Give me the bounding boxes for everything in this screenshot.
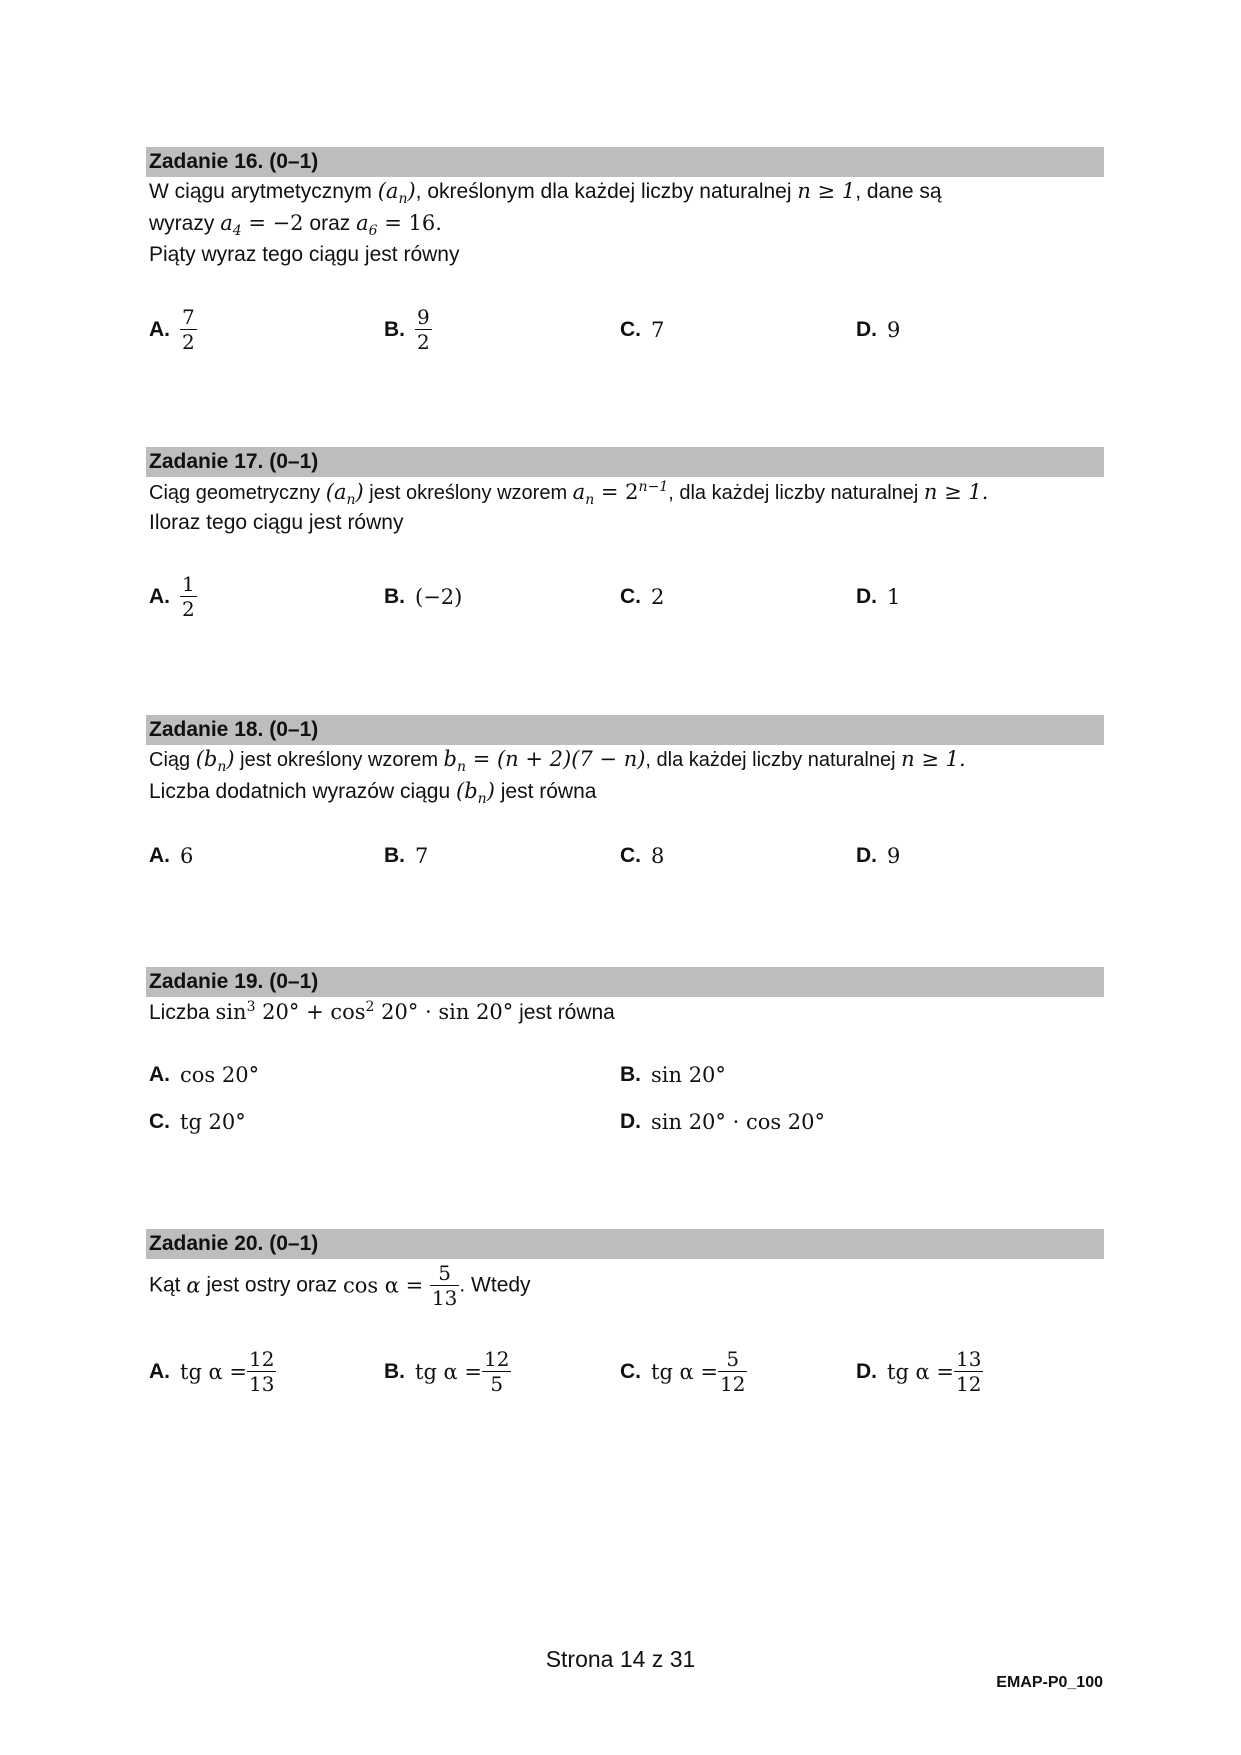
text: jest określony wzorem bbox=[369, 482, 573, 504]
task-18 bbox=[146, 715, 1104, 808]
fraction: $\frac{9}{2}$ bbox=[417, 305, 430, 354]
option-16-a[interactable] bbox=[149, 305, 197, 354]
option-value: 9 bbox=[887, 318, 901, 343]
math: cos α = bbox=[342, 1273, 430, 1298]
text: Ciąg geometryczny bbox=[149, 482, 326, 504]
math: $a_6 = 16$. bbox=[356, 211, 442, 240]
option-19-c[interactable] bbox=[149, 1110, 246, 1134]
math: $(a_n)$ bbox=[377, 179, 416, 208]
option-label: C. bbox=[620, 318, 641, 342]
option-17-b[interactable] bbox=[384, 585, 462, 609]
text: Liczba bbox=[149, 1001, 216, 1024]
option-label: B. bbox=[384, 317, 405, 341]
task-16 bbox=[146, 147, 1104, 266]
option-label: D. bbox=[856, 318, 877, 342]
option-label: A. bbox=[149, 1063, 170, 1087]
task-text-line bbox=[149, 999, 615, 1025]
text: jest równa bbox=[500, 780, 597, 803]
task-text-line bbox=[149, 211, 442, 239]
option-label: D. bbox=[856, 1359, 877, 1383]
option-label: A. bbox=[149, 317, 170, 341]
task-text-line: Iloraz tego ciągu jest równy bbox=[149, 511, 404, 534]
option-value: tg α = bbox=[180, 1359, 248, 1384]
option-value: (−2) bbox=[415, 585, 463, 610]
fraction: $\frac{1}{2}$ bbox=[182, 572, 195, 621]
option-19-b[interactable] bbox=[620, 1063, 726, 1087]
math: n ≥ 1. bbox=[901, 747, 966, 771]
text: . Wtedy bbox=[459, 1273, 531, 1297]
option-label: B. bbox=[384, 844, 405, 868]
math: $a_n = 2^{n-1}$ bbox=[572, 479, 669, 509]
text: jest ostry oraz bbox=[206, 1273, 343, 1297]
text: wyrazy bbox=[149, 212, 221, 235]
option-label: A. bbox=[149, 1359, 170, 1383]
task-text-line bbox=[149, 1261, 531, 1310]
math: $(b_n)$ bbox=[456, 779, 495, 808]
task-header: Zadanie 17. (0–1) bbox=[146, 447, 1104, 477]
option-value: sin 20° bbox=[651, 1063, 726, 1088]
option-value: 7 bbox=[415, 844, 429, 869]
math: $(a_n)$ bbox=[325, 480, 364, 509]
fraction: $\frac{5}{13}$ bbox=[431, 1261, 458, 1310]
math: $b_n = (n + 2)(7 - n)$ bbox=[443, 747, 646, 776]
option-19-d[interactable] bbox=[620, 1110, 825, 1134]
text: oraz bbox=[309, 212, 357, 235]
option-label: C. bbox=[620, 1359, 641, 1383]
math: $(b_n)$ bbox=[195, 747, 235, 776]
option-label: C. bbox=[620, 844, 641, 868]
text: , dla każdej liczby naturalnej bbox=[645, 749, 902, 771]
option-value: 6 bbox=[180, 844, 194, 869]
option-label: D. bbox=[856, 844, 877, 868]
option-value: 1 bbox=[887, 585, 901, 610]
option-20-c[interactable] bbox=[620, 1347, 747, 1396]
text: Liczba dodatnich wyrazów ciągu bbox=[149, 780, 457, 803]
fraction: $\frac{13}{12}$ bbox=[956, 1347, 982, 1396]
document-code: EMAP-P0_100 bbox=[996, 1674, 1103, 1691]
option-label: B. bbox=[620, 1063, 641, 1087]
option-value: cos 20° bbox=[180, 1063, 260, 1088]
option-value: tg α = bbox=[651, 1359, 719, 1384]
text: W ciągu arytmetycznym bbox=[149, 180, 378, 203]
option-label: C. bbox=[620, 585, 641, 609]
option-value: 8 bbox=[651, 844, 665, 869]
option-16-c[interactable] bbox=[620, 318, 664, 342]
task-17 bbox=[146, 447, 1104, 534]
option-value: 2 bbox=[651, 585, 665, 610]
task-19 bbox=[146, 967, 1104, 1024]
task-text-line: Piąty wyraz tego ciągu jest równy bbox=[149, 243, 460, 266]
task-header: Zadanie 16. (0–1) bbox=[146, 147, 1104, 177]
option-16-d[interactable] bbox=[856, 318, 900, 342]
fraction: $\frac{12}{13}$ bbox=[249, 1347, 275, 1396]
option-value: 9 bbox=[887, 844, 901, 869]
task-20 bbox=[146, 1229, 1104, 1310]
option-label: B. bbox=[384, 585, 405, 609]
option-value: tg α = bbox=[887, 1359, 955, 1384]
task-header: Zadanie 20. (0–1) bbox=[146, 1229, 1104, 1259]
page-number: Strona 14 z 31 bbox=[545, 1646, 696, 1672]
option-18-c[interactable] bbox=[620, 844, 664, 868]
option-value: tg 20° bbox=[180, 1110, 246, 1135]
text: , dla każdej liczby naturalnej bbox=[668, 482, 924, 504]
fraction: $\frac{7}{2}$ bbox=[182, 305, 195, 354]
math: n ≥ 1. bbox=[923, 480, 989, 504]
option-20-a[interactable] bbox=[149, 1347, 276, 1396]
math: $a_4 = -2$ bbox=[220, 211, 304, 240]
task-text-line bbox=[149, 179, 942, 207]
task-text-line bbox=[149, 479, 988, 508]
task-text-line bbox=[149, 779, 596, 807]
fraction: $\frac{5}{12}$ bbox=[720, 1347, 746, 1396]
option-20-d[interactable] bbox=[856, 1347, 983, 1396]
option-label: D. bbox=[620, 1110, 641, 1134]
text: jest określony wzorem bbox=[240, 749, 444, 771]
option-18-d[interactable] bbox=[856, 844, 900, 868]
text: , dane są bbox=[855, 180, 942, 203]
option-19-a[interactable] bbox=[149, 1063, 259, 1087]
task-header: Zadanie 19. (0–1) bbox=[146, 967, 1104, 997]
option-label: A. bbox=[149, 844, 170, 868]
fraction: $\frac{12}{5}$ bbox=[484, 1347, 510, 1396]
text: jest równa bbox=[519, 1001, 615, 1024]
option-17-a[interactable] bbox=[149, 572, 197, 621]
task-text-line bbox=[149, 747, 966, 775]
option-17-d[interactable] bbox=[856, 585, 900, 609]
option-label: D. bbox=[856, 585, 877, 609]
option-18-b[interactable] bbox=[384, 844, 428, 868]
math: n ≥ 1 bbox=[797, 179, 856, 203]
text: Ciąg bbox=[149, 749, 196, 771]
task-header: Zadanie 18. (0–1) bbox=[146, 715, 1104, 745]
option-16-b[interactable] bbox=[384, 305, 432, 354]
option-label: A. bbox=[149, 584, 170, 608]
text: , określonym dla każdej liczby naturalnej bbox=[415, 180, 798, 203]
option-18-a[interactable] bbox=[149, 844, 193, 868]
option-20-b[interactable] bbox=[384, 1347, 511, 1396]
option-value: tg α = bbox=[415, 1359, 483, 1384]
math: $\sin^3 20^\circ + \cos^2 20^\circ \cdot \sin 20^\circ$ bbox=[215, 999, 514, 1024]
option-17-c[interactable] bbox=[620, 585, 664, 609]
option-label: B. bbox=[384, 1359, 405, 1383]
option-value: sin 20° · cos 20° bbox=[651, 1110, 826, 1135]
option-value: 7 bbox=[651, 318, 665, 343]
math: α bbox=[186, 1273, 201, 1298]
text: Kąt bbox=[149, 1273, 187, 1297]
option-label: C. bbox=[149, 1110, 170, 1134]
